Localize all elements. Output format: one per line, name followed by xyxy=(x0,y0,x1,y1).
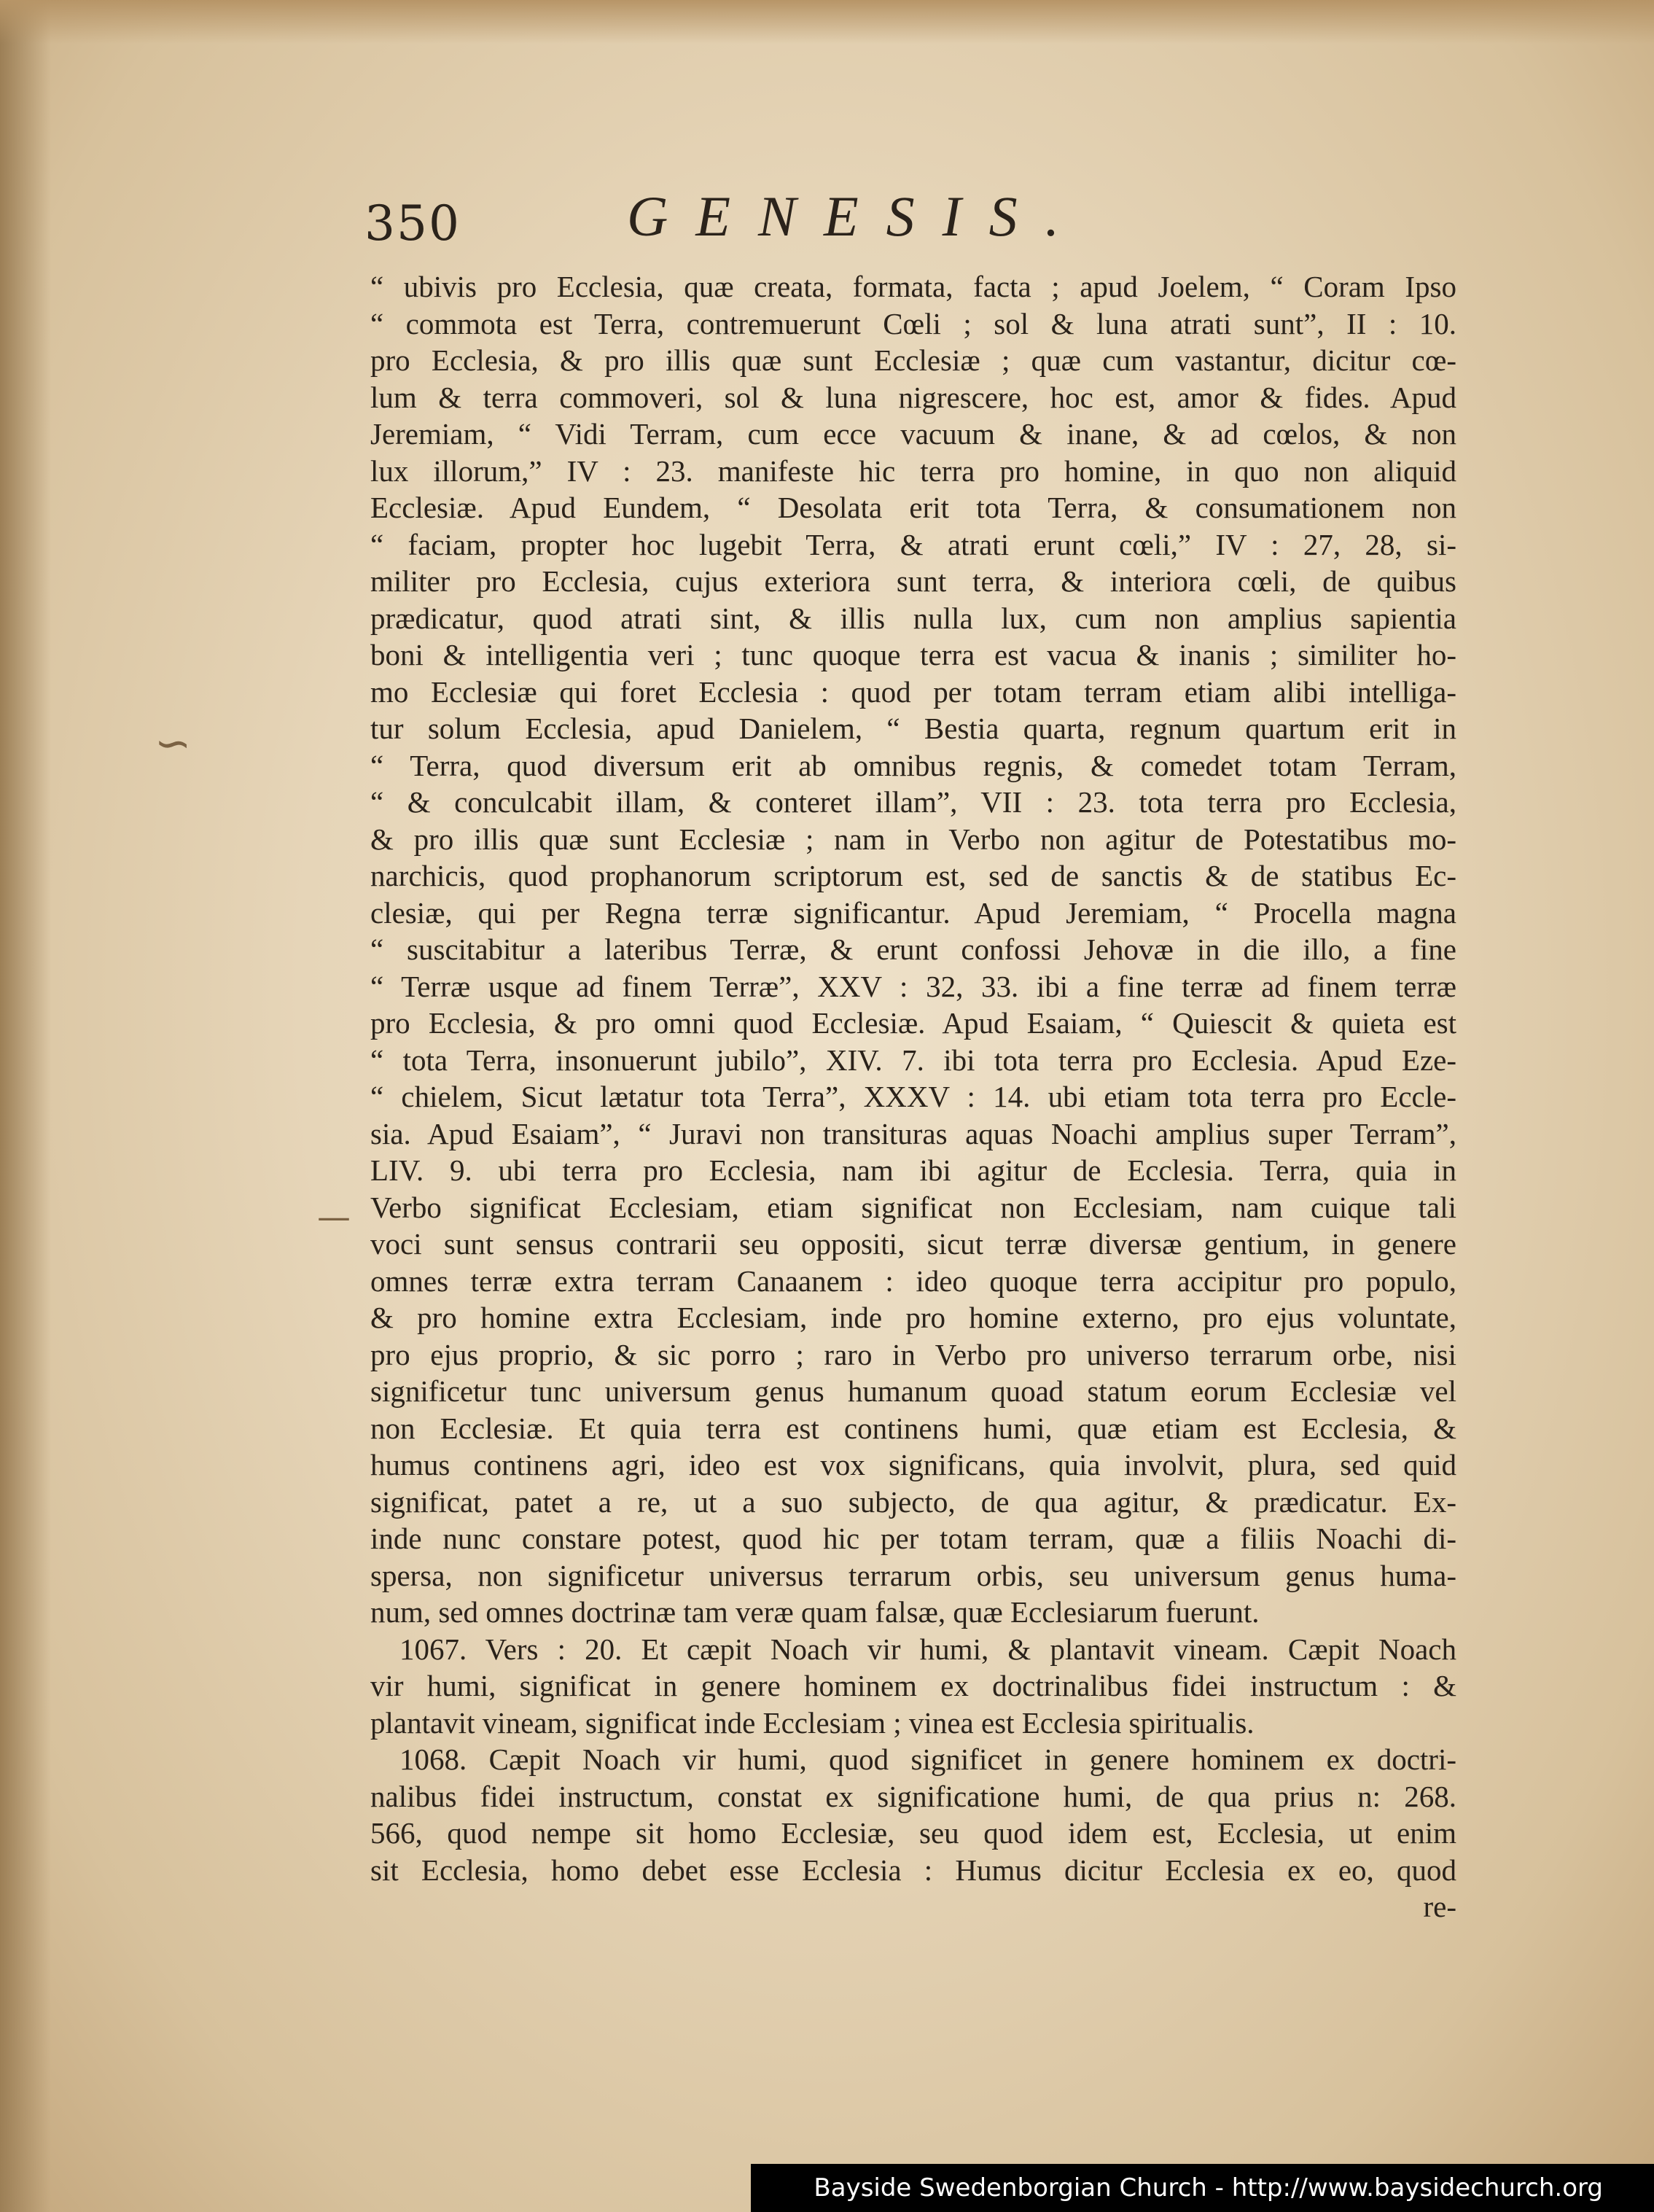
text-line: omnes terræ extra terram Canaanem : ideo quoque terra accipitur pro populo, xyxy=(370,1263,1456,1298)
text-line: “ ubivis pro Ecclesia, quæ creata, formata, facta ; apud Joelem, “ Coram Ipso xyxy=(370,270,1456,303)
text-line: lux illorum,” IV : 23. manifeste hic terra pro homine, in quo non aliquid xyxy=(370,453,1456,488)
text-line: “ commota est Terra, contremuerunt Cœli ; sol & luna atrati sunt”, II : 10. xyxy=(370,306,1456,340)
text-line: “ Terræ usque ad finem Terræ”, XXV : 32, 33. ibi a fine terræ ad finem terræ xyxy=(370,969,1456,1003)
text-line: sia. Apud Esaiam”, “ Juravi non transituras aquas Noachi amplius super Terram”, xyxy=(370,1116,1456,1150)
text-line: clesiæ, qui per Regna terræ significantur. Apud Jeremiam, “ Procella magna xyxy=(370,895,1456,930)
catchword: re- xyxy=(1423,1890,1456,1923)
text-line: voci sunt sensus contrarii seu oppositi, sicut terræ diversæ gentium, in genere xyxy=(370,1227,1456,1261)
text-line: pro Ecclesia, & pro omni quod Ecclesiæ. Apud Esaiam, “ Quiescit & quieta est xyxy=(370,1006,1456,1040)
text-line: tur solum Ecclesia, apud Danielem, “ Bestia quarta, regnum quartum erit in xyxy=(370,712,1456,745)
text-line: significetur tunc universum genus humanum quoad statum eorum Ecclesiæ vel xyxy=(370,1374,1456,1408)
text-line: “ Terra, quod diversum erit ab omnibus regnis, & comedet totam Terram, xyxy=(370,748,1456,782)
text-line: “ & conculcabit illam, & conteret illam”, VII : 23. tota terra pro Ecclesia, xyxy=(370,785,1456,819)
body-text xyxy=(370,268,1456,1925)
text-line: plantavit vineam, significat inde Ecclesiam ; vinea est Ecclesia spiritualis. xyxy=(370,1705,1255,1740)
text-line: pro ejus proprio, & sic porro ; raro in Verbo pro universo terrarum orbe, nisi xyxy=(370,1337,1456,1371)
text-line: sit Ecclesia, homo debet esse Ecclesia : Humus dicitur Ecclesia ex eo, quod xyxy=(370,1853,1456,1887)
text-line: nalibus fidei instructum, constat ex significatione humi, de qua prius n: 268. xyxy=(370,1779,1456,1813)
ink-stroke-mark: — xyxy=(317,1197,351,1237)
text-line: “ suscitabitur a lateribus Terræ, & erunt confossi Jehovæ in die illo, a fine xyxy=(370,932,1456,966)
text-line: spersa, non significetur universus terrarum orbis, seu universum genus huma- xyxy=(370,1558,1456,1592)
text-line: militer pro Ecclesia, cujus exteriora sunt terra, & interiora cœli, de quibus xyxy=(370,564,1456,598)
running-head: GENESIS. xyxy=(627,184,1088,248)
text-line: “ tota Terra, insonuerunt jubilo”, XIV. 7. ibi tota terra pro Ecclesia. Apud Eze- xyxy=(370,1043,1456,1077)
text-line: mo Ecclesiæ qui foret Ecclesia : quod per totam terram etiam alibi intelliga- xyxy=(370,674,1456,709)
text-line: num, sed omnes doctrinæ tam veræ quam falsæ, quæ Ecclesiarum fuerunt. xyxy=(370,1595,1260,1629)
text-line: LIV. 9. ubi terra pro Ecclesia, nam ibi agitur de Ecclesia. Terra, quia in xyxy=(370,1153,1456,1187)
text-line: “ chielem, Sicut lætatur tota Terra”, XXXV : 14. ubi etiam tota terra pro Eccle- xyxy=(370,1080,1456,1113)
ink-squiggle-mark: ∽ xyxy=(155,718,192,769)
page-shadow-left xyxy=(0,0,51,2212)
text-line: Ecclesiæ. Apud Eundem, “ Desolata erit tota Terra, & consumationem non xyxy=(370,491,1456,524)
text-line: boni & intelligentia veri ; tunc quoque terra est vacua & inanis ; similiter ho- xyxy=(370,638,1456,671)
paragraph-start-1068: 1068. Cæpit Noach vir humi, quod significet in genere hominem ex doctri- xyxy=(399,1742,1456,1776)
text-line: pro Ecclesia, & pro illis quæ sunt Ecclesiæ ; quæ cum vastantur, dicitur cœ- xyxy=(370,343,1456,377)
text-line: humus continens agri, ideo est vox significans, quia involvit, plura, sed quid xyxy=(370,1448,1456,1481)
text-line: 566, quod nempe sit homo Ecclesiæ, seu quod idem est, Ecclesia, ut enim xyxy=(370,1816,1456,1850)
text-line: Jeremiam, “ Vidi Terram, cum ecce vacuum & inane, & ad cœlos, & non xyxy=(370,417,1456,451)
page-number: 350 xyxy=(364,195,461,252)
footer-credit-bar xyxy=(751,2164,1654,2212)
text-line: non Ecclesiæ. Et quia terra est continens humi, quæ etiam est Ecclesia, & xyxy=(370,1411,1456,1445)
text-line: lum & terra commoveri, sol & luna nigrescere, hoc est, amor & fides. Apud xyxy=(370,380,1456,414)
text-line: significat, patet a re, ut a suo subjecto, de qua agitur, & prædicatur. Ex- xyxy=(370,1484,1456,1519)
text-line: prædicatur, quod atrati sint, & illis nulla lux, cum non amplius sapientia xyxy=(370,601,1456,635)
page-shadow-top xyxy=(0,0,1654,44)
paragraph-start-1067: 1067. Vers : 20. Et cæpit Noach vir humi, & plantavit vineam. Cæpit Noach xyxy=(399,1632,1456,1666)
text-line: narchicis, quod prophanorum scriptorum est, sed de sanctis & de statibus Ec- xyxy=(370,859,1456,892)
text-line: inde nunc constare potest, quod hic per totam terram, quæ a filiis Noachi di- xyxy=(370,1522,1456,1555)
text-line: “ faciam, propter hoc lugebit Terra, & atrati erunt cœli,” IV : 27, 28, si- xyxy=(370,527,1456,561)
text-line: & pro homine extra Ecclesiam, inde pro homine externo, pro ejus voluntate, xyxy=(370,1301,1456,1334)
text-line: vir humi, significat in genere hominem ex doctrinalibus fidei instructum : & xyxy=(370,1669,1456,1702)
footer-credit: Bayside Swedenborgian Church - http://www.baysidechurch.org xyxy=(814,2173,1603,2203)
text-line: Verbo significat Ecclesiam, etiam significat non Ecclesiam, nam cuique tali xyxy=(370,1190,1456,1224)
text-line: & pro illis quæ sunt Ecclesiæ ; nam in Verbo non agitur de Potestatibus mo- xyxy=(370,822,1456,856)
